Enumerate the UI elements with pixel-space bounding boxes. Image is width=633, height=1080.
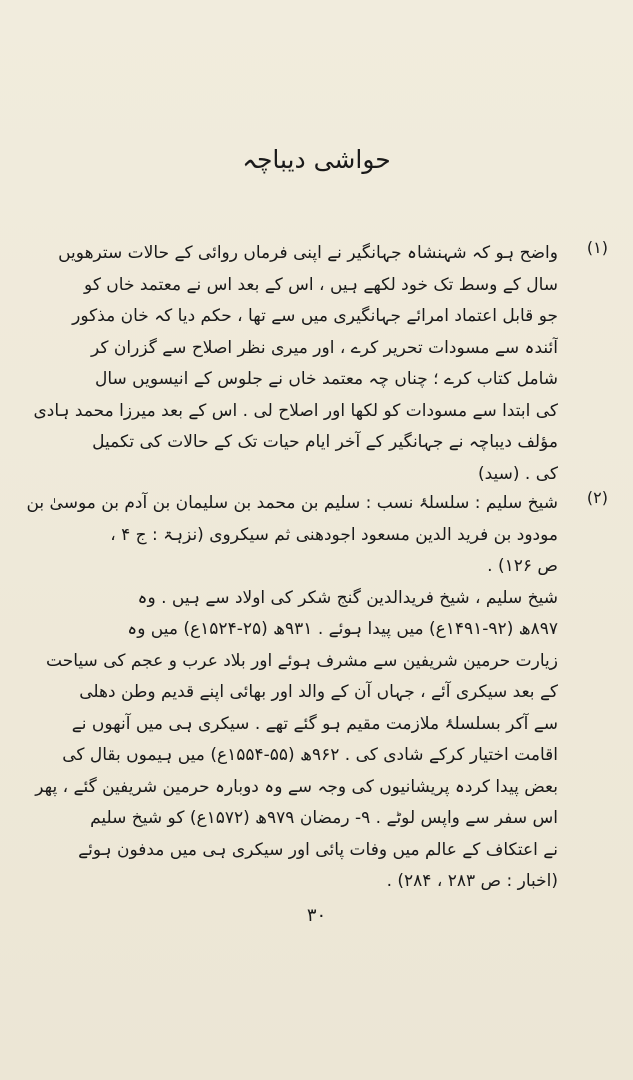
- text-line: کی ابتدا سے مسودات کو لکھا اور اصلاح لی . اس کے بعد میرزا محمد ہادی: [33, 400, 558, 421]
- text-line: شامل کتاب کرے ؛ چناں چہ معتمد خاں نے جلوس کے انیسویں سال: [94, 369, 558, 389]
- text-line: جو قابل اعتماد امرائے جہانگیری میں سے تھا ، حکم دیا کہ خان مذکور: [72, 306, 558, 326]
- text-line: مودود بن فرید الدین مسعود اجودھنی ثم سیکروی (نزہۃ : ج ۴ ،: [110, 524, 558, 545]
- text-line: اس سفر سے واپس لوٹے . ۹- رمضان ۹۷۹ھ (۱۵۷۲ع) کو شیخ سلیم: [90, 808, 558, 828]
- text-line: سے آکر بسلسلۂ ملازمت مقیم ہو گئے تھے . سیکری ہی میں آنھوں نے: [71, 713, 558, 734]
- text-line: شیخ سلیم ، شیخ فریدالدین گنج شکر کی اولاد سے ہیں . وہ: [137, 587, 558, 608]
- text-line: بعض پیدا کردہ پریشانیوں کی وجہ سے وہ دوبارہ حرمین شریفین گئے ، پھر: [35, 776, 558, 797]
- footnote-body: [25, 488, 558, 898]
- footnote-number: (۲): [586, 488, 608, 507]
- text-line: ۸۹۷ھ (۹۲-۱۴۹۱ع) میں پیدا ہوئے . ۹۳۱ھ (۲۵-۱۵۲۴ع) میں وہ: [127, 619, 558, 639]
- footnote-body: [25, 238, 558, 490]
- text-line: آئندہ سے مسودات تحریر کرے ، اور میری نظر اصلاح سے گزران کر: [91, 337, 558, 358]
- page-number: ۳۰: [306, 905, 327, 926]
- text-line: زیارت حرمین شریفین سے مشرف ہوئے اور بلاد عرب و عجم کی سیاحت: [46, 650, 558, 671]
- text-line: نے اعتکاف کے عالم میں وفات پائی اور سیکری ہی میں مدفون ہوئے: [78, 839, 558, 860]
- text-line: شیخ سلیم : سلسلۂ نسب : سلیم بن محمد بن سلیمان بن آدم بن موسیٰ بن: [26, 493, 558, 513]
- text-line: اقامت اختیار کرکے شادی کی . ۹۶۲ھ (۵۵-۱۵۵۴ع) میں ہیموں بقال کی: [62, 745, 558, 765]
- text-line: مؤلف دیباچہ نے جہانگیر کے آخر ایام حیات تک کے حالات کی تکمیل: [92, 432, 558, 452]
- footnote-2: [25, 488, 608, 891]
- text-line: کی . (سید): [477, 463, 558, 484]
- text-line: کے بعد سیکری آئے ، جہاں آن کے والد اور بھائی اپنے قدیم وطن دھلی: [79, 682, 558, 702]
- text-line: سال کے وسط تک خود لکھے ہیں ، اس کے بعد اس نے معتمد خاں کو: [84, 274, 558, 295]
- text-line: ص ۱۲۶) .: [487, 556, 558, 576]
- page-title: حواشی دیباچہ: [242, 145, 391, 174]
- text-line: واضح ہو کہ شہنشاہ جہانگیر نے اپنی فرماں روائی کے حالات سترھویں: [58, 243, 558, 263]
- footnote-number: (۱): [586, 238, 608, 257]
- footnote-1: [25, 238, 608, 488]
- text-line: (اخبار : ص ۲۸۳ ، ۲۸۴) .: [386, 871, 558, 891]
